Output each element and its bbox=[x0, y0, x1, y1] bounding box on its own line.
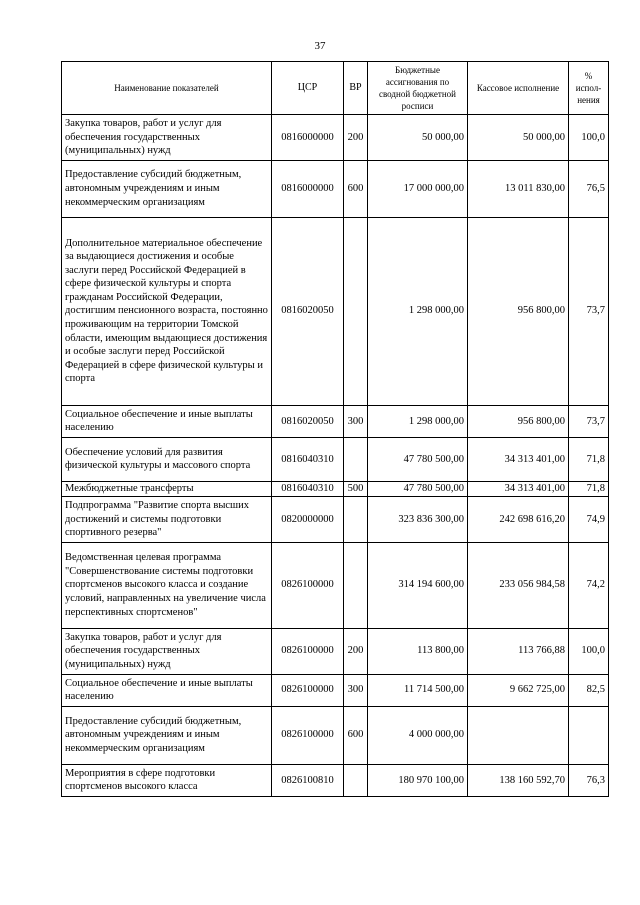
row-pct: 73,7 bbox=[569, 217, 609, 405]
row-csr: 0826100000 bbox=[272, 674, 344, 706]
row-vr: 300 bbox=[344, 405, 368, 437]
header-name: Наименование показателей bbox=[62, 62, 272, 115]
row-budget: 4 000 000,00 bbox=[368, 706, 468, 764]
row-vr bbox=[344, 542, 368, 628]
row-name: Ведомственная целевая программа "Совершенствование системы подготовки спортсменов высокого класса и создание условий, направленных на увеличение числа перспективных спортсменов" bbox=[62, 542, 272, 628]
row-name: Социальное обеспечение и иные выплаты населению bbox=[62, 405, 272, 437]
row-budget: 1 298 000,00 bbox=[368, 405, 468, 437]
row-budget: 47 780 500,00 bbox=[368, 481, 468, 496]
row-csr: 0826100000 bbox=[272, 706, 344, 764]
row-name: Обеспечение условий для развития физической культуры и массового спорта bbox=[62, 437, 272, 481]
row-cash: 50 000,00 bbox=[468, 115, 569, 161]
row-budget: 314 194 600,00 bbox=[368, 542, 468, 628]
row-vr: 500 bbox=[344, 481, 368, 496]
row-csr: 0816020050 bbox=[272, 405, 344, 437]
row-pct: 74,9 bbox=[569, 496, 609, 542]
row-cash: 34 313 401,00 bbox=[468, 481, 569, 496]
header-cash: Кассовое исполнение bbox=[468, 62, 569, 115]
row-cash: 242 698 616,20 bbox=[468, 496, 569, 542]
row-csr: 0820000000 bbox=[272, 496, 344, 542]
row-budget: 1 298 000,00 bbox=[368, 217, 468, 405]
row-budget: 50 000,00 bbox=[368, 115, 468, 161]
header-vr: ВР bbox=[344, 62, 368, 115]
row-name: Дополнительное материальное обеспечение за выдающиеся достижения и особые заслуги перед Российской Федерацией в сфере физической культуры и спорта гражданам Российской Федерации, достигшим пенсионного возраста, постоянно проживающим на территории Томской области, имеющим выдающиеся достижения и особые заслуги перед Российской Федерацией в сфере физической культуры и спорта bbox=[62, 217, 272, 405]
row-name: Подпрограмма "Развитие спорта высших достижений и системы подготовки спортивного резерва" bbox=[62, 496, 272, 542]
row-csr: 0826100000 bbox=[272, 542, 344, 628]
row-pct: 71,8 bbox=[569, 481, 609, 496]
row-cash: 233 056 984,58 bbox=[468, 542, 569, 628]
row-cash: 34 313 401,00 bbox=[468, 437, 569, 481]
table-row bbox=[62, 481, 609, 496]
row-vr: 600 bbox=[344, 160, 368, 217]
table-row bbox=[62, 496, 609, 542]
row-csr: 0816000000 bbox=[272, 115, 344, 161]
row-name: Предоставление субсидий бюджетным, автономным учреждениям и иным некоммерческим организациям bbox=[62, 160, 272, 217]
row-cash: 956 800,00 bbox=[468, 405, 569, 437]
row-pct bbox=[569, 706, 609, 764]
row-pct: 82,5 bbox=[569, 674, 609, 706]
row-name: Предоставление субсидий бюджетным, автономным учреждениям и иным некоммерческим организациям bbox=[62, 706, 272, 764]
row-cash: 13 011 830,00 bbox=[468, 160, 569, 217]
row-cash bbox=[468, 706, 569, 764]
row-vr: 600 bbox=[344, 706, 368, 764]
page-number: 37 bbox=[314, 40, 326, 52]
row-csr: 0816000000 bbox=[272, 160, 344, 217]
row-csr: 0816040310 bbox=[272, 437, 344, 481]
row-budget: 180 970 100,00 bbox=[368, 764, 468, 796]
row-budget: 11 714 500,00 bbox=[368, 674, 468, 706]
table-header-row bbox=[62, 62, 609, 115]
row-pct: 74,2 bbox=[569, 542, 609, 628]
row-budget: 113 800,00 bbox=[368, 628, 468, 674]
row-budget: 17 000 000,00 bbox=[368, 160, 468, 217]
budget-execution-table bbox=[61, 61, 609, 797]
row-cash: 956 800,00 bbox=[468, 217, 569, 405]
table-row bbox=[62, 674, 609, 706]
row-csr: 0826100000 bbox=[272, 628, 344, 674]
table-row bbox=[62, 160, 609, 217]
row-pct: 71,8 bbox=[569, 437, 609, 481]
row-name: Закупка товаров, работ и услуг для обеспечения государственных (муниципальных) нужд bbox=[62, 628, 272, 674]
row-name: Социальное обеспечение и иные выплаты населению bbox=[62, 674, 272, 706]
row-vr: 200 bbox=[344, 115, 368, 161]
table-row bbox=[62, 628, 609, 674]
table-row bbox=[62, 542, 609, 628]
header-budget: Бюджетные ассигнования по сводной бюджетной росписи bbox=[368, 62, 468, 115]
row-cash: 113 766,88 bbox=[468, 628, 569, 674]
row-pct: 76,3 bbox=[569, 764, 609, 796]
row-csr: 0826100810 bbox=[272, 764, 344, 796]
row-pct: 76,5 bbox=[569, 160, 609, 217]
row-pct: 100,0 bbox=[569, 628, 609, 674]
row-vr bbox=[344, 217, 368, 405]
row-name: Мероприятия в сфере подготовки спортсменов высокого класса bbox=[62, 764, 272, 796]
row-vr bbox=[344, 496, 368, 542]
row-budget: 323 836 300,00 bbox=[368, 496, 468, 542]
row-pct: 73,7 bbox=[569, 405, 609, 437]
table-row bbox=[62, 437, 609, 481]
table-row bbox=[62, 405, 609, 437]
row-vr: 300 bbox=[344, 674, 368, 706]
table-row bbox=[62, 706, 609, 764]
row-vr: 200 bbox=[344, 628, 368, 674]
table-row bbox=[62, 115, 609, 161]
header-csr: ЦСР bbox=[272, 62, 344, 115]
row-vr bbox=[344, 437, 368, 481]
row-csr: 0816020050 bbox=[272, 217, 344, 405]
row-pct: 100,0 bbox=[569, 115, 609, 161]
row-name: Закупка товаров, работ и услуг для обеспечения государственных (муниципальных) нужд bbox=[62, 115, 272, 161]
row-cash: 9 662 725,00 bbox=[468, 674, 569, 706]
row-name: Межбюджетные трансферты bbox=[62, 481, 272, 496]
header-pct: % испол-нения bbox=[569, 62, 609, 115]
row-csr: 0816040310 bbox=[272, 481, 344, 496]
row-budget: 47 780 500,00 bbox=[368, 437, 468, 481]
table-row bbox=[62, 764, 609, 796]
row-cash: 138 160 592,70 bbox=[468, 764, 569, 796]
row-vr bbox=[344, 764, 368, 796]
table-row bbox=[62, 217, 609, 405]
